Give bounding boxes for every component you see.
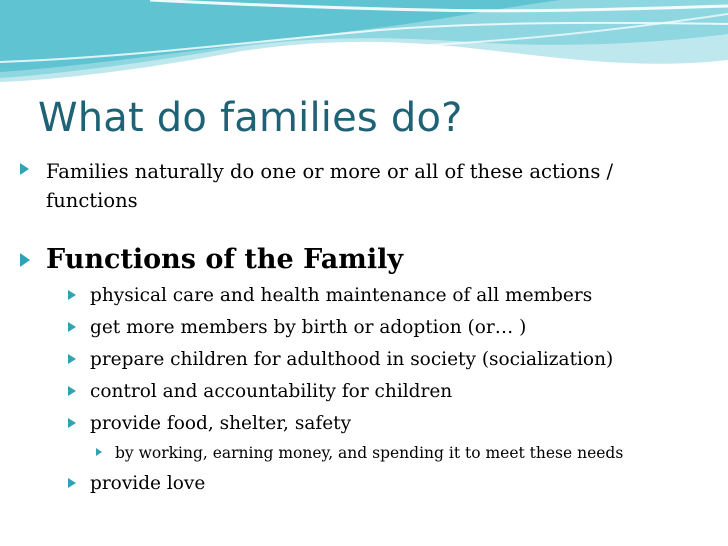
function-item	[68, 410, 351, 438]
function-item-text: physical care and health maintenance of all members	[90, 285, 593, 306]
function-item	[68, 378, 452, 406]
wave-decoration	[0, 0, 728, 100]
function-item	[68, 282, 592, 310]
triangle-bullet-icon	[68, 478, 76, 488]
sub-point	[96, 441, 623, 465]
bullet-intro-text: Families naturally do one or more or all of these actions / functions	[46, 160, 614, 212]
triangle-bullet-icon	[68, 386, 76, 396]
triangle-bullet-icon	[68, 418, 76, 428]
triangle-bullet-icon	[68, 290, 76, 300]
bullet-heading	[20, 243, 403, 277]
function-item-text: provide food, shelter, safety	[90, 413, 352, 434]
triangle-bullet-icon	[20, 253, 30, 267]
functions-heading: Functions of the Family	[46, 244, 404, 275]
function-item	[68, 314, 526, 342]
triangle-bullet-icon	[20, 163, 29, 175]
triangle-bullet-icon	[68, 354, 76, 364]
function-item	[68, 470, 205, 498]
slide-title: What do families do?	[38, 95, 463, 141]
triangle-bullet-icon	[68, 322, 76, 332]
function-item-text: control and accountability for children	[90, 381, 453, 402]
function-item	[68, 346, 613, 374]
triangle-bullet-icon	[96, 448, 102, 456]
function-item-text: provide love	[90, 473, 206, 494]
function-item-text: get more members by birth or adoption (or… )	[90, 317, 527, 338]
bullet-intro	[20, 157, 700, 215]
function-item-text: prepare children for adulthood in society (socialization)	[90, 349, 614, 370]
sub-point-text: by working, earning money, and spending it to meet these needs	[115, 444, 624, 462]
